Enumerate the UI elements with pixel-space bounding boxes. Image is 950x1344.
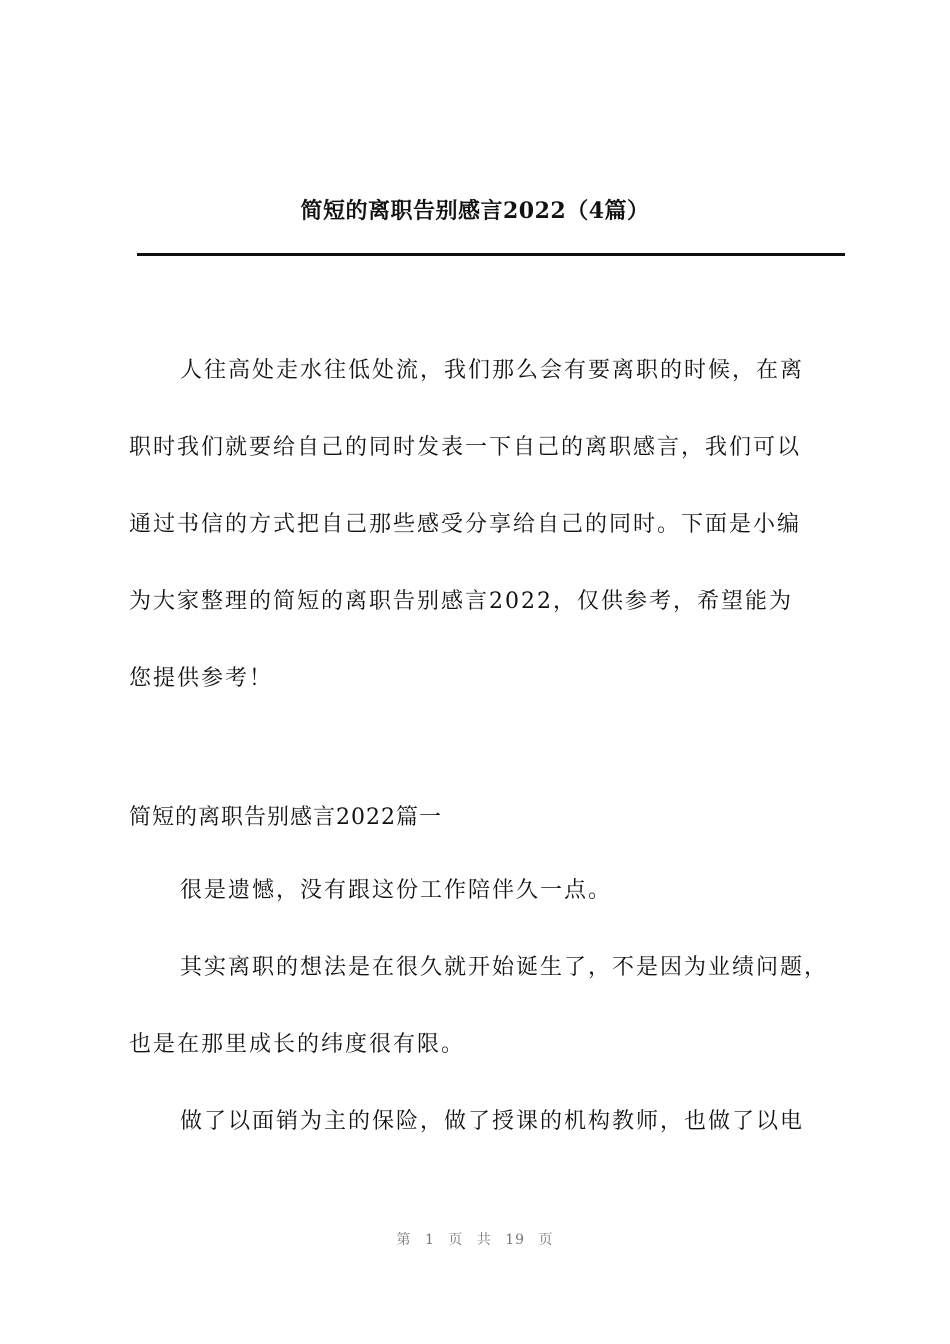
page-footer: 第 1 页 共 19 页 bbox=[396, 1232, 554, 1248]
section-body bbox=[129, 852, 845, 1160]
intro-paragraph bbox=[129, 332, 845, 717]
document-title: 简短的离职告别感言2022（4篇） bbox=[300, 198, 650, 224]
section-line: 做了以面销为主的保险，做了授课的机构教师，也做了以电 bbox=[180, 1109, 805, 1134]
intro-line: 您提供参考！ bbox=[129, 666, 274, 691]
section-line: 也是在那里成长的纬度很有限。 bbox=[129, 1032, 466, 1057]
intro-line: 人往高处走水往低处流，我们那么会有要离职的时候，在离 bbox=[180, 358, 805, 383]
section-heading: 简短的离职告别感言2022篇一 bbox=[129, 805, 442, 830]
intro-line: 职时我们就要给自己的同时发表一下自己的离职感言，我们可以 bbox=[129, 435, 802, 460]
section-line: 其实离职的想法是在很久就开始诞生了，不是因为业绩问题， bbox=[180, 955, 829, 980]
intro-line: 通过书信的方式把自己那些感受分享给自己的同时。下面是小编 bbox=[129, 512, 802, 537]
title-underline bbox=[137, 253, 845, 256]
intro-line: 为大家整理的简短的离职告别感言2022，仅供参考，希望能为 bbox=[129, 589, 793, 614]
section-line: 很是遗憾，没有跟这份工作陪伴久一点。 bbox=[180, 878, 613, 903]
